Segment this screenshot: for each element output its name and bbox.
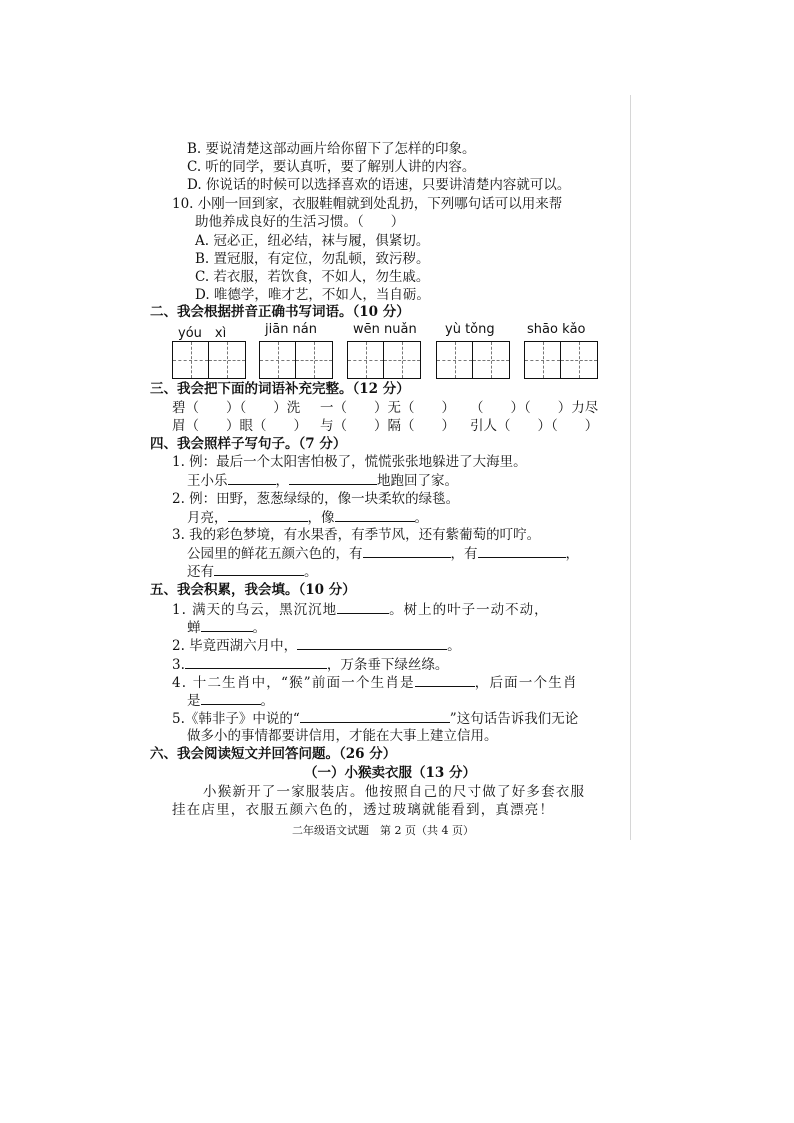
blank[interactable]	[478, 544, 566, 558]
fill-5	[172, 709, 578, 728]
blank[interactable]	[415, 673, 475, 687]
blank[interactable]	[228, 508, 308, 522]
q10-option-b: B. 置冠服，有定位，勿乱顿，致污秽。	[195, 251, 430, 267]
fill-2	[172, 636, 461, 655]
writing-grid-1[interactable]	[172, 341, 246, 379]
section-6-heading: 六、我会阅读短文并回答问题。（26 分）	[150, 746, 397, 762]
grid-cell[interactable]	[525, 342, 561, 378]
answer-2-end: 。	[414, 510, 428, 526]
fill-3-text: ，万条垂下绿丝绦。	[326, 657, 449, 673]
grid-cell[interactable]	[209, 342, 245, 378]
fill-4-end: 。	[260, 693, 274, 709]
reading-title: （一）小猴卖衣服（13 分）	[304, 765, 476, 781]
blank[interactable]	[297, 636, 447, 650]
answer-2-prefix: 月亮，	[187, 510, 228, 526]
answer-3-cont	[187, 562, 318, 581]
fill-4-is: 是	[187, 693, 201, 709]
fill-4	[172, 673, 578, 692]
pinyin-3: wēn nuǎn	[353, 322, 417, 337]
grid-cell[interactable]	[561, 342, 597, 378]
writing-grid-3[interactable]	[347, 341, 421, 379]
grid-cell[interactable]	[348, 342, 384, 378]
answer-1-suffix: 地跑回了家。	[377, 473, 458, 489]
fill-3-num: 3.	[172, 657, 185, 673]
idiom-3: （ ）（ ）力尽	[470, 400, 599, 416]
fill-2-end: 。	[447, 638, 461, 654]
grid-cell[interactable]	[296, 342, 332, 378]
blank[interactable]	[363, 544, 451, 558]
fill-5-cont: 做多小的事情都要讲信用，才能在大事上建立信用。	[187, 728, 498, 744]
grid-cell[interactable]	[437, 342, 473, 378]
idiom-1: 碧（ ）（ ）洗	[172, 400, 301, 416]
pinyin-4: yù tǒng	[445, 322, 495, 337]
fill-2-text: 2. 毕竟西湖六月中，	[172, 638, 298, 654]
page-footer: 二年级语文试题 第 2 页（共 4 页）	[292, 824, 474, 837]
fill-5-text: 5.《韩非子》中说的“	[172, 711, 300, 727]
idiom-2: 一（ ）无（ ）	[320, 400, 455, 416]
section-2-heading: 二、我会根据拼音正确书写词语。（10 分）	[150, 304, 410, 320]
blank[interactable]	[185, 655, 327, 669]
fill-1-cont	[187, 618, 266, 637]
section-5-heading: 五、我会积累，我会填。（10 分）	[150, 582, 356, 598]
idiom-4: 眉（ ）眼（ ）	[172, 418, 307, 434]
fill-1-text-b: 。树上的叶子一动不动，	[389, 602, 549, 618]
blank[interactable]	[337, 600, 389, 614]
q10-stem-cont: 助他养成良好的生活习惯。（ ）	[195, 214, 405, 230]
fill-1-end: 。	[252, 620, 266, 636]
passage-line-2: 挂在店里，衣服五颜六色的，透过玻璃就能看到，真漂亮！	[172, 802, 555, 818]
example-1: 1. 例：最后一个太阳害怕极了，慌慌张张地躲进了大海里。	[172, 454, 527, 470]
blank[interactable]	[300, 709, 450, 723]
blank[interactable]	[228, 471, 276, 485]
fill-1	[172, 600, 549, 619]
answer-3-comma: ，	[565, 546, 579, 562]
fill-4-text: 4. 十二生肖中，“猴”前面一个生肖是	[172, 675, 415, 691]
writing-grid-5[interactable]	[524, 341, 598, 379]
answer-3-mid: ，有	[450, 546, 478, 562]
grid-cell[interactable]	[473, 342, 509, 378]
fill-1-cicada: 蝉	[187, 620, 201, 636]
writing-grid-4[interactable]	[436, 341, 510, 379]
example-2: 2. 例：田野，葱葱绿绿的，像一块柔软的绿毯。	[172, 491, 460, 507]
idiom-5: 与（ ）隔（ ）	[320, 418, 455, 434]
answer-2	[187, 508, 428, 527]
fill-1-text: 1. 满天的乌云，黑沉沉地	[172, 602, 338, 618]
passage-line-1: 小猴新开了一家服装店。他按照自己的尺寸做了好多套衣服	[203, 784, 586, 800]
q10-stem: 10. 小刚一回到家，衣服鞋帽就到处乱扔，下列哪句话可以用来帮	[172, 196, 563, 212]
fill-5-text-b: ”这句话告诉我们无论	[449, 711, 579, 727]
answer-1-prefix: 王小乐	[187, 473, 228, 489]
q10-option-d: D. 唯德学，唯才艺，不如人，当自砺。	[195, 287, 430, 303]
blank[interactable]	[201, 618, 253, 632]
answer-2-mid: ，像	[307, 510, 335, 526]
answer-1-comma: ，	[275, 473, 289, 489]
answer-1	[187, 471, 458, 490]
pinyin-5: shāo kǎo	[527, 322, 586, 337]
grid-cell[interactable]	[384, 342, 420, 378]
fill-4-text-b: ，后面一个生肖	[474, 675, 578, 691]
grid-cell[interactable]	[260, 342, 296, 378]
blank[interactable]	[289, 471, 377, 485]
pinyin-2: jiān nán	[265, 322, 318, 337]
writing-grid-2[interactable]	[259, 341, 333, 379]
q9-option-c: C. 听的同学，要认真听，要了解别人讲的内容。	[187, 159, 476, 175]
blank[interactable]	[335, 508, 415, 522]
answer-3-also: 还有	[187, 564, 214, 580]
q10-option-a: A. 冠必正，纽必结，袜与履，俱紧切。	[195, 233, 430, 249]
pinyin-1: yóu xì	[178, 326, 227, 341]
blank[interactable]	[214, 562, 304, 576]
fill-4-cont	[187, 691, 274, 710]
answer-3-end: 。	[304, 564, 318, 580]
answer-3-prefix: 公园里的鲜花五颜六色的，有	[187, 546, 363, 562]
q9-option-d: D. 你说话的时候可以选择喜欢的语速，只要讲清楚内容就可以。	[187, 177, 571, 193]
q9-option-b: B. 要说清楚这部动画片给你留下了怎样的印象。	[187, 141, 476, 157]
q10-option-c: C. 若衣服，若饮食，不如人，勿生戚。	[195, 269, 430, 285]
blank[interactable]	[201, 691, 261, 705]
fill-3	[172, 655, 448, 674]
idiom-6: 引人（ ）（ ）	[470, 418, 599, 434]
grid-cell[interactable]	[173, 342, 209, 378]
example-3: 3. 我的彩色梦境，有水果香，有季节风，还有紫葡萄的叮咛。	[172, 527, 541, 543]
answer-3	[187, 544, 579, 563]
section-3-heading: 三、我会把下面的词语补充完整。（12 分）	[150, 381, 410, 397]
section-4-heading: 四、我会照样子写句子。（7 分）	[150, 436, 347, 452]
